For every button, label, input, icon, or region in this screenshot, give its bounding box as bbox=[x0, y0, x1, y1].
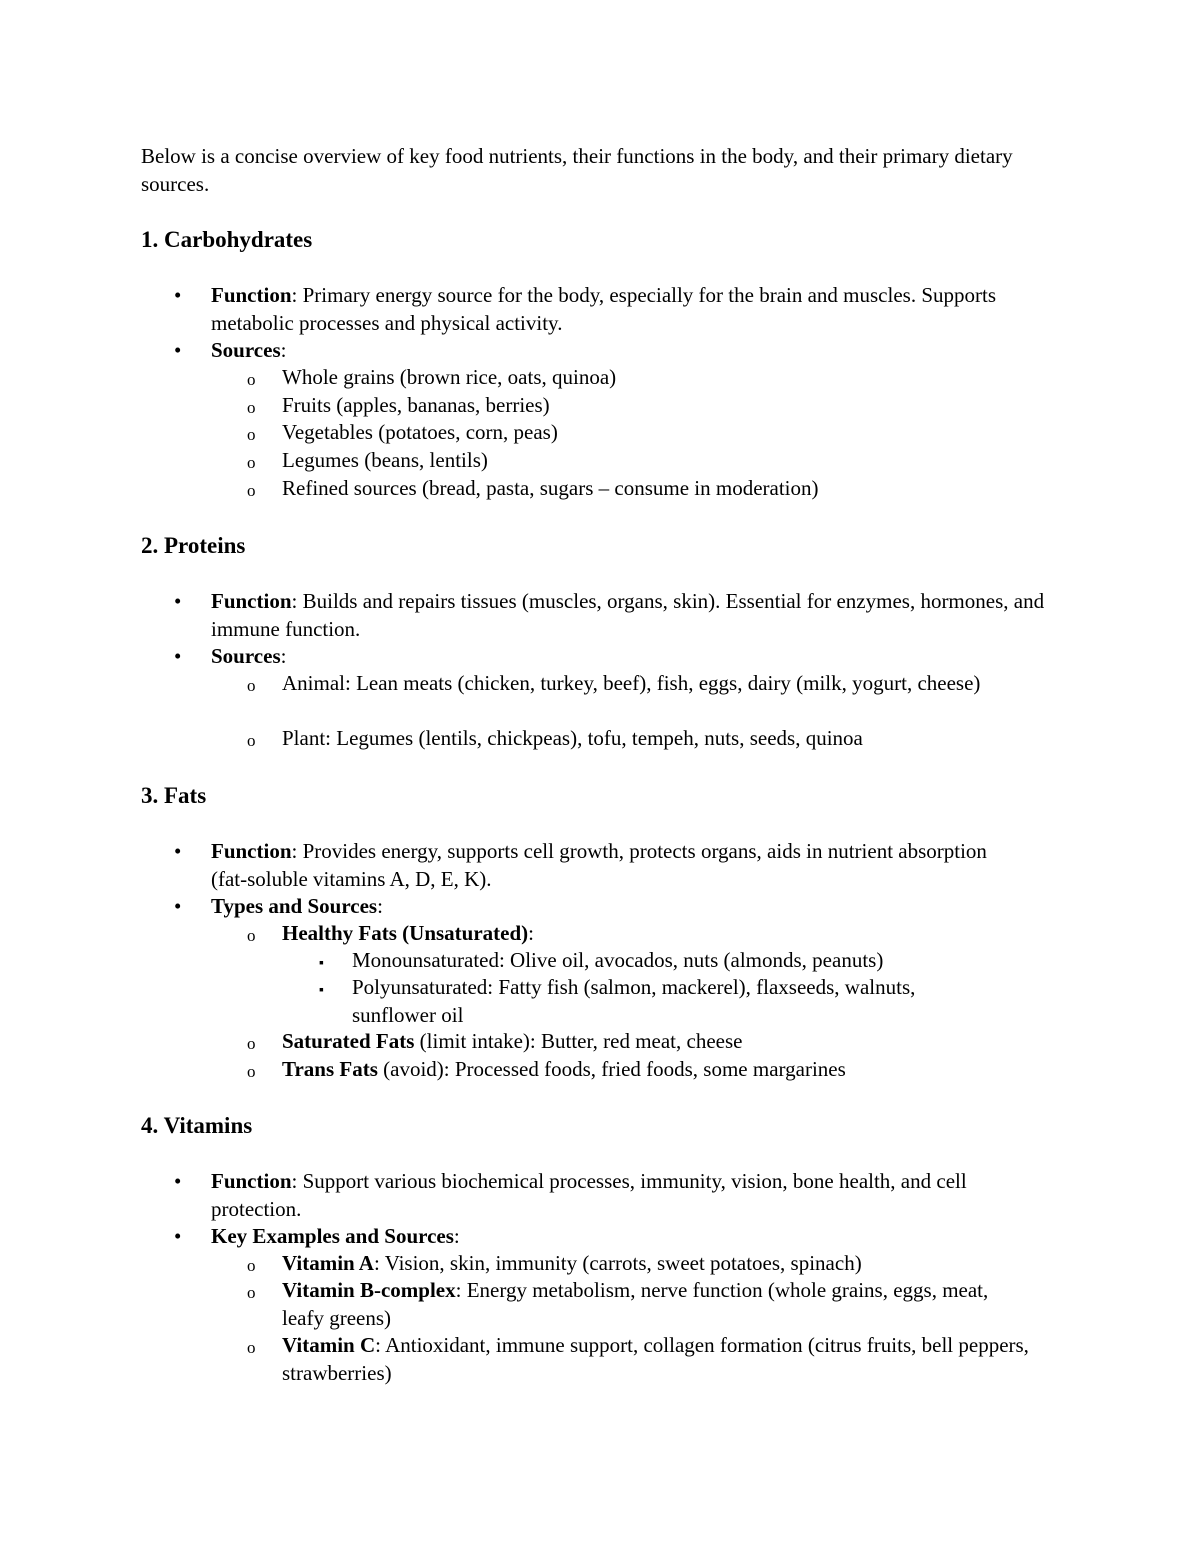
sub-bullet-marker: o bbox=[247, 1062, 256, 1081]
sub-bullet-marker: o bbox=[247, 676, 256, 695]
list-item: Polyunsaturated: Fatty fish (salmon, mackerel), flaxseeds, walnuts, sunflower oil bbox=[352, 975, 916, 1027]
list-item: Whole grains (brown rice, oats, quinoa) bbox=[282, 365, 617, 389]
saturated-fats bbox=[282, 1028, 1072, 1056]
list-item: Vegetables (potatoes, corn, peas) bbox=[282, 420, 558, 444]
heading-vitamins: 4. Vitamins bbox=[141, 1113, 253, 1138]
bullet-marker: • bbox=[174, 338, 182, 362]
sub-sub-bullet-marker: ▪ bbox=[319, 983, 324, 998]
heading-proteins: 2. Proteins bbox=[141, 533, 246, 558]
colon: : bbox=[377, 894, 383, 918]
vitamin-label: Vitamin A bbox=[282, 1251, 374, 1275]
vitamin-text: : Energy metabolism, nerve function (whole grains, eggs, meat, leafy greens) bbox=[282, 1278, 989, 1330]
list-item: Animal: Lean meats (chicken, turkey, beef), fish, eggs, dairy (milk, yogurt, cheese) bbox=[282, 671, 981, 695]
bullet-marker: • bbox=[174, 283, 182, 307]
sub-bullet-marker: o bbox=[247, 1256, 256, 1275]
sub-sub-bullet-marker: ▪ bbox=[319, 956, 324, 971]
bullet-marker: • bbox=[174, 1169, 182, 1193]
list-item: Fruits (apples, bananas, berries) bbox=[282, 393, 550, 417]
function-label: Function bbox=[211, 589, 292, 613]
function-text: : Primary energy source for the body, especially for the brain and muscles. Supports metabolic processes and physical activity. bbox=[211, 283, 996, 335]
sub-bullet-marker: o bbox=[247, 425, 256, 444]
colon: : bbox=[280, 644, 287, 668]
sub-bullet-marker: o bbox=[247, 370, 256, 389]
trans-fats bbox=[282, 1056, 1072, 1084]
bullet-marker: • bbox=[174, 839, 182, 863]
examples-label: Key Examples and Sources bbox=[211, 1224, 454, 1248]
list-item: Monounsaturated: Olive oil, avocados, nuts (almonds, peanuts) bbox=[352, 948, 884, 972]
function-text: : Provides energy, supports cell growth, protects organs, aids in nutrient absorption (fat-soluble vitamins A, D, E, K). bbox=[211, 839, 987, 891]
trans-fats-label: Trans Fats bbox=[282, 1057, 378, 1081]
intro-paragraph: Below is a concise overview of key food nutrients, their functions in the body, and their primary dietary sources. bbox=[141, 144, 1013, 196]
carbs-function bbox=[211, 282, 1071, 337]
colon: : bbox=[280, 338, 287, 362]
healthy-fats bbox=[282, 920, 1072, 948]
function-label: Function bbox=[211, 283, 292, 307]
bullet-marker: • bbox=[174, 644, 182, 668]
sub-bullet-marker: o bbox=[247, 731, 256, 750]
list-item: Refined sources (bread, pasta, sugars – consume in moderation) bbox=[282, 476, 819, 500]
list-item: Legumes (beans, lentils) bbox=[282, 448, 488, 472]
saturated-fats-text: (limit intake): Butter, red meat, cheese bbox=[414, 1029, 743, 1053]
heading-fats: 3. Fats bbox=[141, 783, 207, 808]
vitamins-function bbox=[211, 1168, 1041, 1223]
bullet-marker: • bbox=[174, 1224, 182, 1248]
function-text: : Builds and repairs tissues (muscles, organs, skin). Essential for enzymes, hormones, and immune function. bbox=[211, 589, 1045, 641]
healthy-fats-label: Healthy Fats (Unsaturated) bbox=[282, 921, 529, 945]
fats-function bbox=[211, 838, 1001, 893]
vitamins-examples bbox=[211, 1223, 1071, 1251]
list-item: Plant: Legumes (lentils, chickpeas), tofu, tempeh, nuts, seeds, quinoa bbox=[282, 726, 863, 750]
fats-types bbox=[211, 893, 1071, 921]
proteins-function bbox=[211, 588, 1071, 643]
carbs-sources bbox=[211, 337, 1071, 365]
function-label: Function bbox=[211, 1169, 292, 1193]
heading-carbohydrates: 1. Carbohydrates bbox=[141, 227, 313, 252]
colon: : bbox=[528, 921, 534, 945]
types-label: Types and Sources bbox=[211, 894, 378, 918]
vitamin-text: : Antioxidant, immune support, collagen formation (citrus fruits, bell peppers, strawberries) bbox=[282, 1333, 1029, 1385]
vitamin-item bbox=[282, 1277, 1032, 1332]
vitamin-item bbox=[282, 1250, 1072, 1278]
sub-bullet-marker: o bbox=[247, 1338, 256, 1357]
sub-bullet-marker: o bbox=[247, 1283, 256, 1302]
function-text: : Support various biochemical processes, immunity, vision, bone health, and cell protection. bbox=[211, 1169, 967, 1221]
bullet-marker: • bbox=[174, 894, 182, 918]
sub-bullet-marker: o bbox=[247, 398, 256, 417]
vitamin-item bbox=[282, 1332, 1052, 1387]
colon: : bbox=[453, 1224, 460, 1248]
sub-bullet-marker: o bbox=[247, 926, 256, 945]
sub-bullet-marker: o bbox=[247, 481, 256, 500]
vitamin-text: : Vision, skin, immunity (carrots, sweet potatoes, spinach) bbox=[373, 1251, 862, 1275]
sources-label: Sources bbox=[211, 644, 281, 668]
trans-fats-text: (avoid): Processed foods, fried foods, some margarines bbox=[377, 1057, 846, 1081]
sub-bullet-marker: o bbox=[247, 453, 256, 472]
saturated-fats-label: Saturated Fats bbox=[282, 1029, 415, 1053]
sources-label: Sources bbox=[211, 338, 281, 362]
vitamin-label: Vitamin C bbox=[282, 1333, 376, 1357]
function-label: Function bbox=[211, 839, 292, 863]
vitamin-label: Vitamin B-complex bbox=[282, 1278, 456, 1302]
proteins-sources bbox=[211, 643, 1071, 671]
bullet-marker: • bbox=[174, 589, 182, 613]
sub-bullet-marker: o bbox=[247, 1034, 256, 1053]
